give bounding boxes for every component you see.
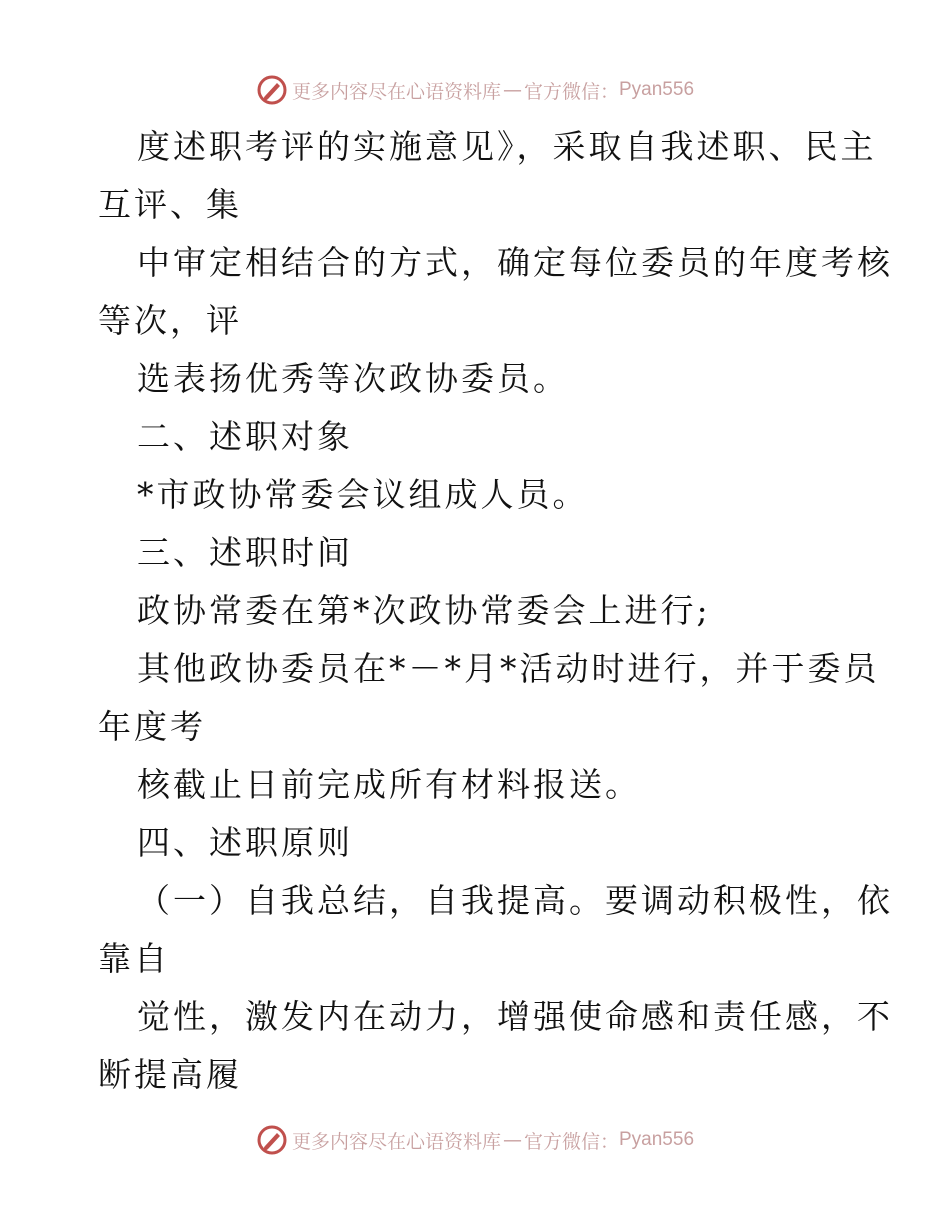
text-line: 靠自 bbox=[98, 939, 170, 978]
banner-wechat-id: Pyan556 bbox=[619, 79, 695, 100]
text-line: 互评、集 bbox=[98, 185, 242, 224]
pen-logo-icon bbox=[256, 1124, 288, 1156]
text-line: 选表扬优秀等次政协委员。 bbox=[137, 359, 569, 398]
header-banner bbox=[0, 70, 950, 110]
footer-banner bbox=[0, 1120, 950, 1160]
text-line: （一）自我总结，自我提高。要调动积极性，依 bbox=[137, 881, 893, 920]
banner-text: 更多内容尽在心语资料库 bbox=[291, 80, 501, 103]
section-heading: 四、述职原则 bbox=[137, 823, 353, 862]
text-line: 度述职考评的实施意见》，采取自我述职、民主 bbox=[137, 127, 877, 166]
banner-separator: — bbox=[502, 79, 522, 101]
pen-logo-icon bbox=[256, 74, 288, 106]
text-line: 核截止日前完成所有材料报送。 bbox=[137, 765, 641, 804]
banner-text: 更多内容尽在心语资料库 bbox=[291, 1130, 501, 1153]
text-line: 等次，评 bbox=[98, 301, 242, 340]
text-line: 中审定相结合的方式，确定每位委员的年度考核 bbox=[137, 243, 893, 282]
section-heading: 三、述职时间 bbox=[137, 533, 353, 572]
text-line: 觉性，激发内在动力，增强使命感和责任感，不 bbox=[137, 997, 893, 1036]
banner-wechat-id: Pyan556 bbox=[619, 1129, 695, 1150]
text-line: 其他政协委员在*－*月*活动时进行，并于委员 bbox=[137, 649, 880, 688]
banner-wechat-label: 官方微信： bbox=[523, 1130, 619, 1153]
banner-separator: — bbox=[502, 1129, 522, 1151]
section-heading: 二、述职对象 bbox=[137, 417, 353, 456]
text-line: 政协常委在第*次政协常委会上进行; bbox=[137, 591, 711, 630]
text-line: 年度考 bbox=[98, 707, 206, 746]
text-line: *市政协常委会议组成人员。 bbox=[137, 475, 589, 514]
text-line: 断提高履 bbox=[98, 1055, 242, 1094]
banner-wechat-label: 官方微信： bbox=[523, 80, 619, 103]
